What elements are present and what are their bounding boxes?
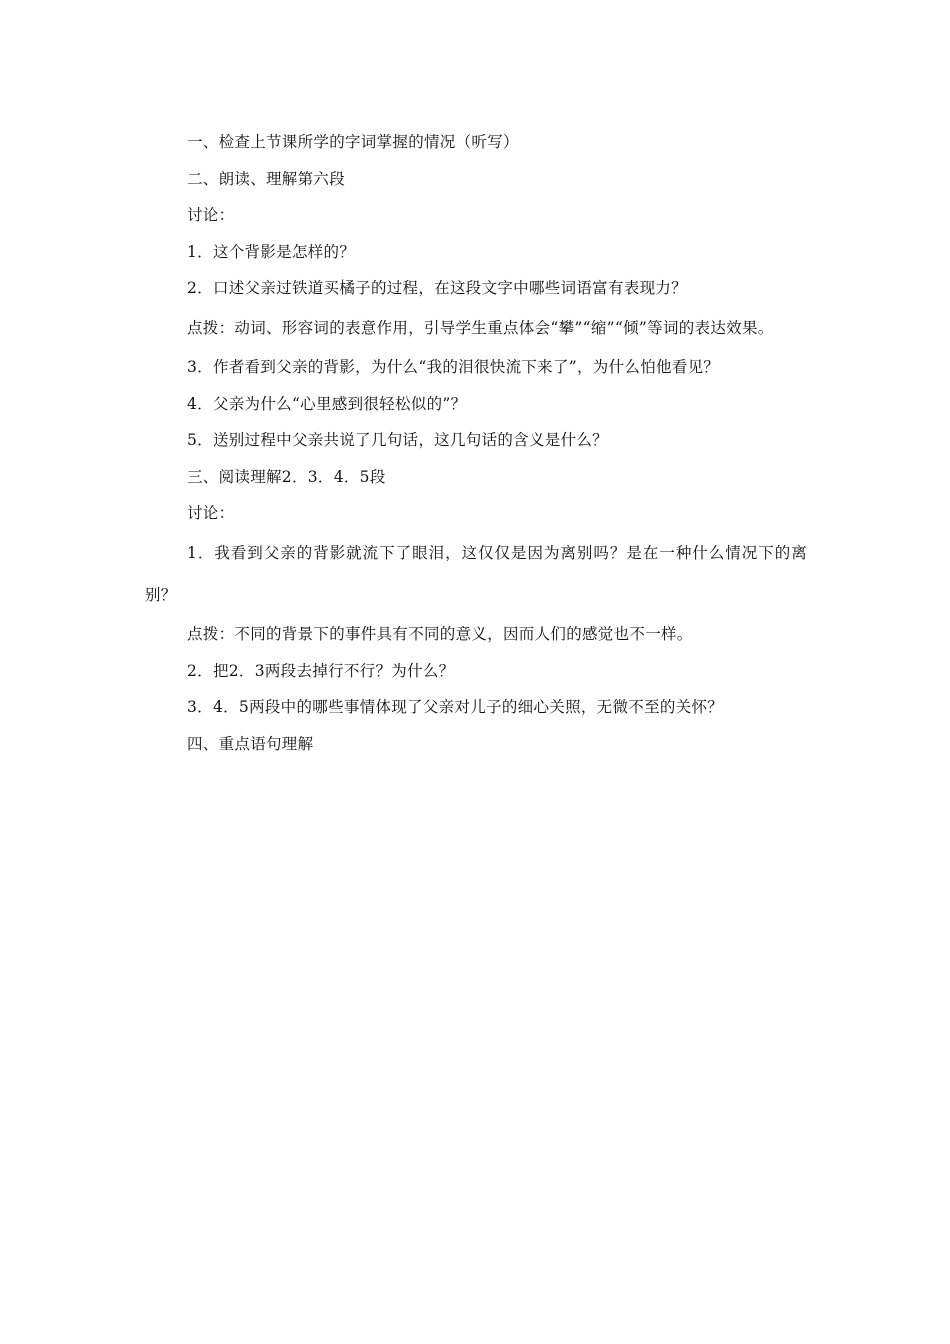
section-heading-4: 四、重点语句理解 [187,734,314,753]
question-item: 4．父亲为什么“心里感到很轻松似的”？ [187,394,467,413]
question-item: 5．送别过程中父亲共说了几句话，这几句话的含义是什么？ [187,431,608,450]
hint-paragraph: 点拨：动词、形容词的表意作用，引导学生重点体会“攀”“缩”“倾”等词的表达效果。 [187,318,774,337]
question-item: 2．口述父亲过铁道买橘子的过程，在这段文字中哪些词语富有表现力？ [187,279,687,298]
section-heading-1: 一、检查上节课所学的字词掌握的情况（听写） [187,133,519,151]
section-heading-3: 三、阅读理解2．3．4．5段 [187,467,386,486]
question-item: 1．我看到父亲的背影就流下了眼泪，这仅仅是因为离别吗？是在一种什么情况下的离别？ [145,543,807,604]
discussion-label: 讨论： [187,206,235,225]
discussion-label: 讨论： [187,504,235,523]
document-body [145,124,807,762]
question-item: 3．作者看到父亲的背影，为什么“我的泪很快流下来了”，为什么怕他看见？ [187,357,720,376]
question-item: 1．这个背影是怎样的？ [187,242,356,261]
section-heading-2: 二、朗读、理解第六段 [187,169,346,188]
hint-paragraph: 点拨：不同的背景下的事件具有不同的意义，因而人们的感觉也不一样。 [187,624,693,643]
question-item: 2．把2．3两段去掉行不行？为什么？ [187,661,455,680]
question-item: 3．4．5两段中的哪些事情体现了父亲对儿子的细心关照，无微不至的关怀？ [187,698,724,717]
